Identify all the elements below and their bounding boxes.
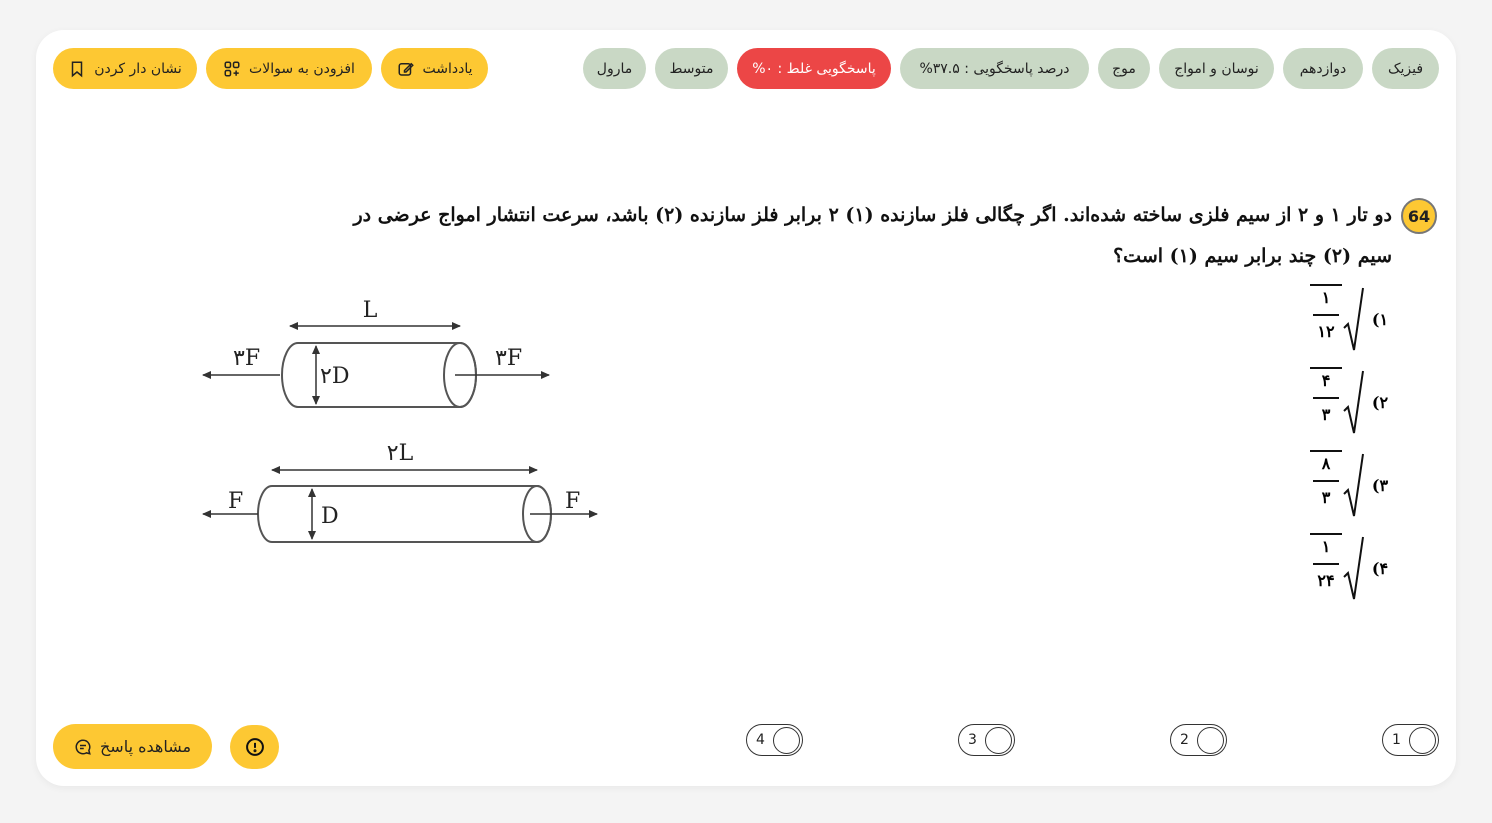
tag-answer-percent: درصد پاسخگویی : ۳۷.۵% bbox=[900, 48, 1089, 89]
message-icon bbox=[74, 738, 92, 756]
option-number: ۳) bbox=[1371, 475, 1389, 495]
option-4 bbox=[1290, 533, 1390, 603]
sqrt-symbol bbox=[1342, 367, 1364, 437]
answer-option-1[interactable] bbox=[1382, 724, 1439, 756]
fraction-numerator: ۱ bbox=[1321, 288, 1331, 307]
answer-option-3[interactable] bbox=[958, 724, 1015, 756]
wire-2-diameter-label: D bbox=[321, 504, 339, 529]
answer-label: 4 bbox=[756, 732, 765, 748]
answer-label: 3 bbox=[968, 732, 977, 748]
sqrt-expression bbox=[1310, 367, 1364, 437]
sqrt-expression bbox=[1310, 450, 1364, 520]
tag-source: مارول bbox=[583, 48, 646, 89]
answer-option-4[interactable] bbox=[746, 724, 803, 756]
fraction-denominator: ۳ bbox=[1321, 404, 1331, 424]
question-number-badge: 64 bbox=[1401, 198, 1437, 234]
question-text-line-2: سیم (۲) چند برابر سیم (۱) است؟ bbox=[1113, 245, 1392, 267]
wire-2-force-right: F bbox=[565, 489, 581, 514]
sqrt-symbol bbox=[1342, 284, 1364, 354]
wire-2 bbox=[203, 470, 597, 542]
wires-diagram bbox=[195, 290, 615, 560]
tag-chapter: نوسان و امواج bbox=[1159, 48, 1274, 89]
wire-1-length-label: L bbox=[362, 298, 378, 323]
note-button-label: یادداشت bbox=[422, 60, 473, 77]
option-number: ۲) bbox=[1371, 392, 1389, 412]
sqrt-symbol bbox=[1342, 450, 1364, 520]
report-button[interactable] bbox=[230, 725, 279, 769]
bookmark-icon bbox=[68, 60, 86, 78]
fraction-numerator: ۴ bbox=[1321, 371, 1331, 390]
option-number: ۱) bbox=[1371, 309, 1389, 329]
tag-difficulty: متوسط bbox=[655, 48, 728, 89]
bookmark-button[interactable] bbox=[53, 48, 197, 89]
view-answer-button[interactable] bbox=[53, 724, 212, 769]
answer-radio[interactable] bbox=[1409, 727, 1436, 754]
answer-label: 2 bbox=[1180, 732, 1189, 748]
note-button[interactable] bbox=[381, 48, 488, 89]
edit-icon bbox=[397, 60, 415, 78]
bookmark-button-label: نشان دار کردن bbox=[94, 60, 182, 77]
fraction-denominator: ۱۲ bbox=[1317, 321, 1335, 341]
fraction-numerator: ۸ bbox=[1321, 454, 1331, 473]
answer-label: 1 bbox=[1392, 732, 1401, 748]
tag-topic: موج bbox=[1098, 48, 1150, 89]
answer-radio[interactable] bbox=[773, 727, 800, 754]
question-text-line-1: دو تار ۱ و ۲ از سیم فلزی ساخته شده‌اند. اگر چگالی فلز سازنده (۱) ۲ برابر فلز سازنده (۲) باشد، سرعت انتشار امواج عرضی در bbox=[353, 204, 1392, 226]
option-3 bbox=[1290, 450, 1390, 520]
option-2 bbox=[1290, 367, 1390, 437]
add-to-questions-button[interactable] bbox=[206, 48, 372, 89]
option-number: ۴) bbox=[1371, 558, 1389, 578]
add-to-questions-label: افزودن به سوالات bbox=[249, 60, 355, 77]
sqrt-symbol bbox=[1342, 533, 1364, 603]
tag-subject: فیزیک bbox=[1372, 48, 1439, 89]
fraction-denominator: ۳ bbox=[1321, 487, 1331, 507]
alert-circle-icon bbox=[245, 737, 265, 757]
sqrt-expression bbox=[1310, 284, 1364, 354]
wire-1-diameter-label: ۲D bbox=[320, 364, 350, 389]
wire-1-force-left: ۳F bbox=[233, 346, 261, 371]
answer-radio[interactable] bbox=[1197, 727, 1224, 754]
option-1 bbox=[1290, 284, 1390, 354]
wire-2-length-label: ۲L bbox=[386, 441, 414, 466]
answer-option-2[interactable] bbox=[1170, 724, 1227, 756]
fraction-numerator: ۱ bbox=[1321, 537, 1331, 556]
tag-grade: دوازدهم bbox=[1283, 48, 1363, 89]
wire-1-force-right: ۳F bbox=[495, 346, 523, 371]
wire-2-force-left: F bbox=[228, 489, 244, 514]
fraction-denominator: ۲۴ bbox=[1317, 570, 1335, 590]
view-answer-label: مشاهده پاسخ bbox=[99, 737, 192, 756]
sqrt-expression bbox=[1310, 533, 1364, 603]
answer-radio[interactable] bbox=[985, 727, 1012, 754]
tag-wrong-percent: پاسخگویی غلط : ۰% bbox=[737, 48, 891, 89]
add-grid-icon bbox=[223, 60, 241, 78]
